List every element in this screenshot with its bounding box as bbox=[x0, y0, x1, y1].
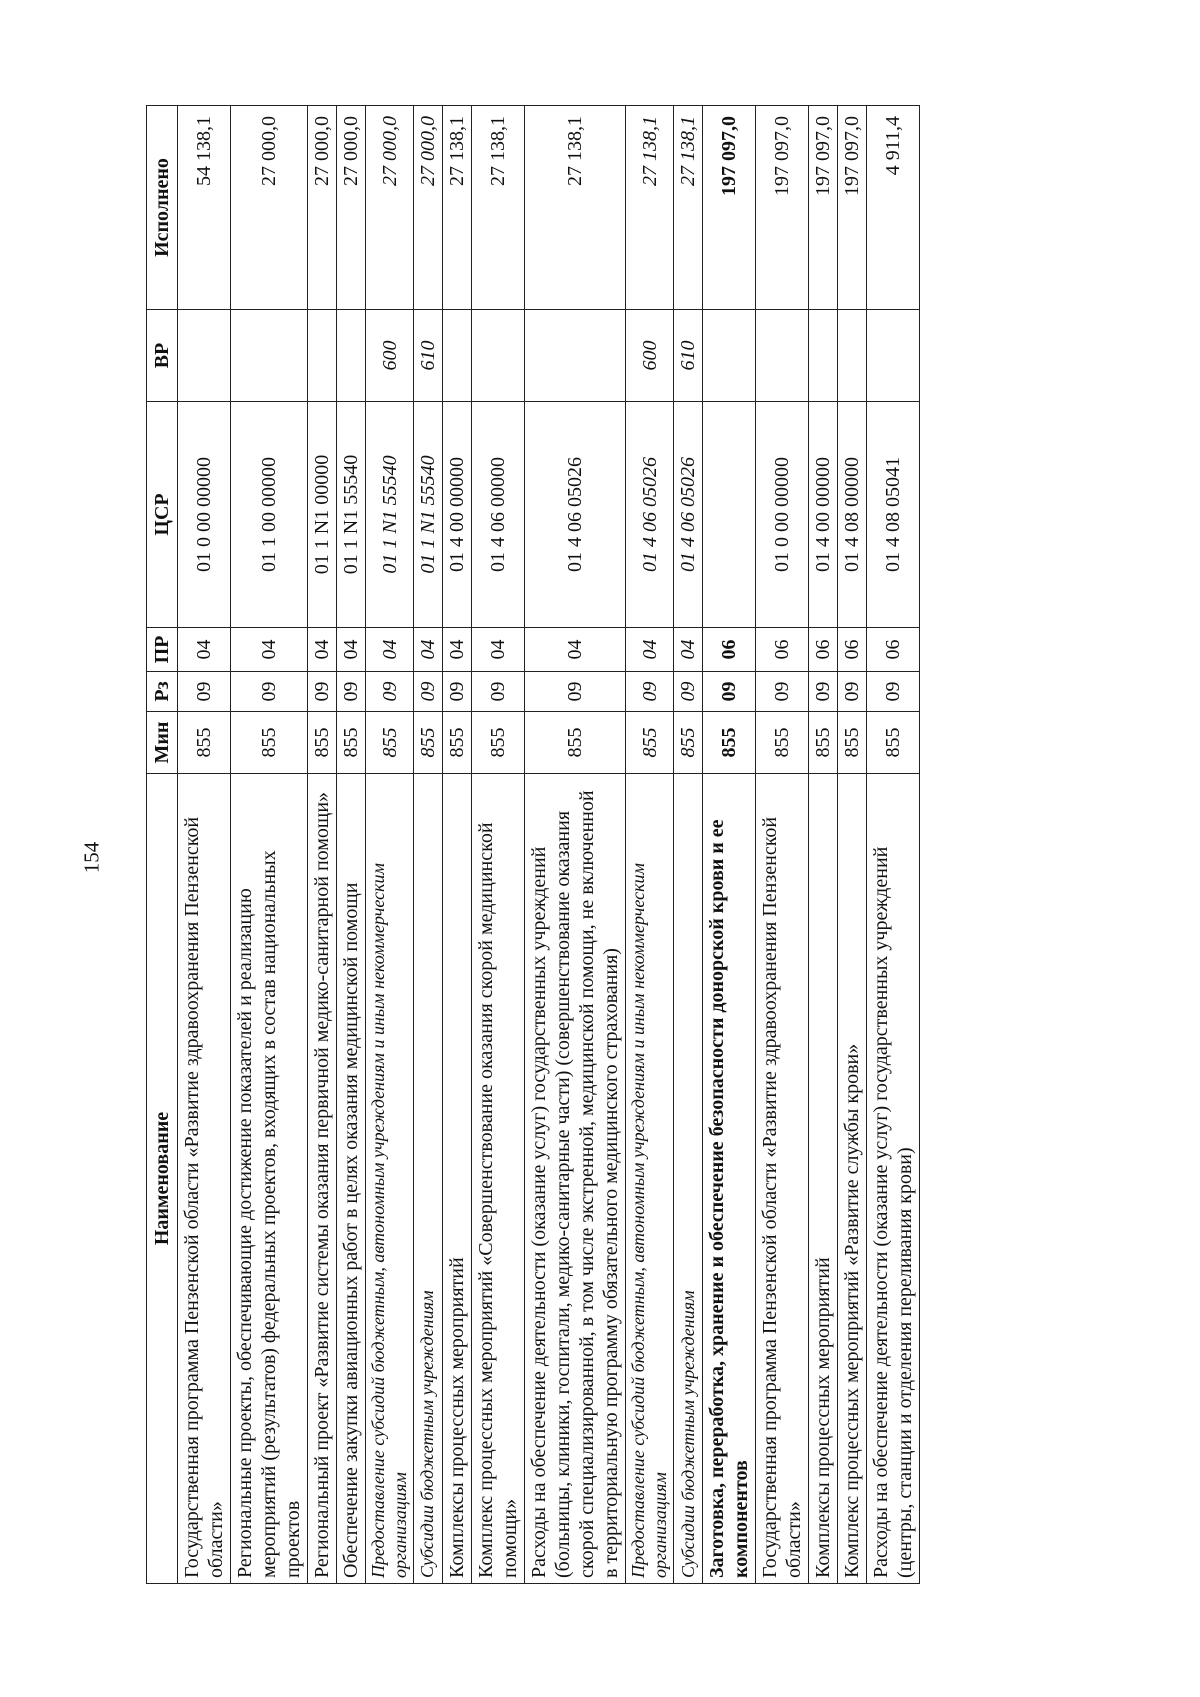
cell-rz: 09 bbox=[867, 672, 920, 712]
cell-name: Комплекс процессных мероприятий «Совершенствование оказания скорой медицинской помощи» bbox=[472, 774, 525, 1584]
table-header-row bbox=[147, 106, 178, 1584]
cell-csr: 01 4 06 05026 bbox=[626, 402, 674, 628]
cell-vr: 610 bbox=[414, 310, 443, 402]
cell-done: 27 000,0 bbox=[308, 106, 337, 310]
cell-rz: 09 bbox=[525, 672, 626, 712]
cell-done: 197 097,0 bbox=[703, 106, 756, 310]
cell-rz: 09 bbox=[366, 672, 414, 712]
cell-csr: 01 1 00 00000 bbox=[231, 402, 308, 628]
table-row bbox=[366, 106, 414, 1584]
cell-pr: 04 bbox=[414, 628, 443, 672]
cell-pr: 04 bbox=[231, 628, 308, 672]
cell-csr: 01 4 00 00000 bbox=[809, 402, 838, 628]
cell-rz: 09 bbox=[178, 672, 231, 712]
cell-done: 4 911,4 bbox=[867, 106, 920, 310]
cell-vr bbox=[443, 310, 472, 402]
header-min: Мин bbox=[147, 712, 178, 774]
cell-name: Предоставление субсидий бюджетным, автономным учреждениям и иным некоммерческим организациям bbox=[626, 774, 674, 1584]
table-row bbox=[308, 106, 337, 1584]
cell-csr: 01 4 06 00000 bbox=[472, 402, 525, 628]
cell-pr: 04 bbox=[472, 628, 525, 672]
table-row bbox=[178, 106, 231, 1584]
cell-done: 27 000,0 bbox=[366, 106, 414, 310]
cell-min: 855 bbox=[414, 712, 443, 774]
table-row bbox=[756, 106, 809, 1584]
table-row bbox=[626, 106, 674, 1584]
cell-csr: 01 4 06 05026 bbox=[674, 402, 703, 628]
cell-rz: 09 bbox=[809, 672, 838, 712]
cell-min: 855 bbox=[867, 712, 920, 774]
cell-vr bbox=[308, 310, 337, 402]
header-csr: ЦСР bbox=[147, 402, 178, 628]
cell-name: Субсидии бюджетным учреждениям bbox=[414, 774, 443, 1584]
cell-vr bbox=[838, 310, 867, 402]
table-row bbox=[337, 106, 366, 1584]
cell-rz: 09 bbox=[443, 672, 472, 712]
cell-name: Расходы на обеспечение деятельности (оказание услуг) государственных учреждений (центры, станции и отделения переливания крови) bbox=[867, 774, 920, 1584]
cell-csr: 01 1 N1 55540 bbox=[414, 402, 443, 628]
cell-pr: 06 bbox=[867, 628, 920, 672]
cell-min: 855 bbox=[337, 712, 366, 774]
cell-min: 855 bbox=[525, 712, 626, 774]
cell-min: 855 bbox=[366, 712, 414, 774]
cell-min: 855 bbox=[231, 712, 308, 774]
header-rz: Рз bbox=[147, 672, 178, 712]
cell-done: 27 138,1 bbox=[525, 106, 626, 310]
cell-min: 855 bbox=[472, 712, 525, 774]
cell-min: 855 bbox=[626, 712, 674, 774]
header-pr: ПР bbox=[147, 628, 178, 672]
cell-min: 855 bbox=[674, 712, 703, 774]
cell-csr: 01 1 N1 55540 bbox=[337, 402, 366, 628]
cell-name: Субсидии бюджетным учреждениям bbox=[674, 774, 703, 1584]
budget-table bbox=[146, 105, 920, 1584]
cell-done: 27 000,0 bbox=[337, 106, 366, 310]
cell-rz: 09 bbox=[231, 672, 308, 712]
cell-rz: 09 bbox=[838, 672, 867, 712]
table-row bbox=[867, 106, 920, 1584]
cell-vr bbox=[525, 310, 626, 402]
cell-csr: 01 4 08 00000 bbox=[838, 402, 867, 628]
cell-vr bbox=[231, 310, 308, 402]
cell-csr: 01 1 N1 00000 bbox=[308, 402, 337, 628]
cell-min: 855 bbox=[308, 712, 337, 774]
cell-rz: 09 bbox=[337, 672, 366, 712]
cell-min: 855 bbox=[178, 712, 231, 774]
cell-pr: 06 bbox=[756, 628, 809, 672]
cell-name: Государственная программа Пензенской области «Развитие здравоохранения Пензенской области» bbox=[178, 774, 231, 1584]
cell-vr bbox=[867, 310, 920, 402]
cell-pr: 04 bbox=[308, 628, 337, 672]
cell-name: Региональный проект «Развитие системы оказания первичной медико-санитарной помощи» bbox=[308, 774, 337, 1584]
cell-pr: 04 bbox=[443, 628, 472, 672]
cell-done: 27 000,0 bbox=[231, 106, 308, 310]
cell-done: 27 138,1 bbox=[443, 106, 472, 310]
cell-vr bbox=[472, 310, 525, 402]
cell-csr: 01 4 06 05026 bbox=[525, 402, 626, 628]
cell-rz: 09 bbox=[472, 672, 525, 712]
cell-min: 855 bbox=[756, 712, 809, 774]
header-vr: ВР bbox=[147, 310, 178, 402]
cell-done: 27 138,1 bbox=[626, 106, 674, 310]
cell-name: Комплексы процессных мероприятий bbox=[443, 774, 472, 1584]
cell-pr: 04 bbox=[626, 628, 674, 672]
cell-name: Расходы на обеспечение деятельности (оказание услуг) государственных учреждений (больницы, клиники, госпитали, медико-санитарные части) (совершенствование оказания скорой специализированной, в том числе экстренной, медицинской помощи, не включенной в территориальную программу обязательного медицинского страхования) bbox=[525, 774, 626, 1584]
cell-rz: 09 bbox=[756, 672, 809, 712]
cell-done: 27 138,1 bbox=[472, 106, 525, 310]
cell-vr: 610 bbox=[674, 310, 703, 402]
cell-name: Региональные проекты, обеспечивающие достижение показателей и реализацию мероприятий (результатов) федеральных проектов, входящих в состав национальных проектов bbox=[231, 774, 308, 1584]
table-row bbox=[525, 106, 626, 1584]
table-row bbox=[809, 106, 838, 1584]
cell-pr: 04 bbox=[366, 628, 414, 672]
cell-pr: 06 bbox=[838, 628, 867, 672]
cell-vr bbox=[703, 310, 756, 402]
table-row bbox=[838, 106, 867, 1584]
cell-done: 27 000,0 bbox=[414, 106, 443, 310]
table-row bbox=[674, 106, 703, 1584]
cell-done: 54 138,1 bbox=[178, 106, 231, 310]
table-row bbox=[443, 106, 472, 1584]
table-row bbox=[414, 106, 443, 1584]
table-row bbox=[472, 106, 525, 1584]
table-row bbox=[231, 106, 308, 1584]
cell-min: 855 bbox=[443, 712, 472, 774]
cell-csr: 01 4 08 05041 bbox=[867, 402, 920, 628]
header-name: Наименование bbox=[147, 774, 178, 1584]
rotated-page-content bbox=[146, 106, 1046, 1584]
cell-name: Обеспечение закупки авиационных работ в целях оказания медицинской помощи bbox=[337, 774, 366, 1584]
cell-pr: 04 bbox=[337, 628, 366, 672]
cell-vr bbox=[809, 310, 838, 402]
cell-csr: 01 1 N1 55540 bbox=[366, 402, 414, 628]
cell-done: 197 097,0 bbox=[838, 106, 867, 310]
cell-vr bbox=[178, 310, 231, 402]
cell-pr: 04 bbox=[674, 628, 703, 672]
cell-pr: 06 bbox=[809, 628, 838, 672]
cell-rz: 09 bbox=[703, 672, 756, 712]
cell-name: Заготовка, переработка, хранение и обеспечение безопасности донорской крови и ее компонентов bbox=[703, 774, 756, 1584]
cell-csr: 01 0 00 00000 bbox=[756, 402, 809, 628]
cell-csr bbox=[703, 402, 756, 628]
cell-name: Комплексы процессных мероприятий bbox=[809, 774, 838, 1584]
cell-csr: 01 0 00 00000 bbox=[178, 402, 231, 628]
cell-rz: 09 bbox=[414, 672, 443, 712]
cell-vr: 600 bbox=[626, 310, 674, 402]
cell-min: 855 bbox=[838, 712, 867, 774]
cell-rz: 09 bbox=[626, 672, 674, 712]
cell-name: Предоставление субсидий бюджетным, автономным учреждениям и иным некоммерческим организациям bbox=[366, 774, 414, 1584]
cell-rz: 09 bbox=[674, 672, 703, 712]
cell-min: 855 bbox=[703, 712, 756, 774]
cell-done: 27 138,1 bbox=[674, 106, 703, 310]
cell-done: 197 097,0 bbox=[809, 106, 838, 310]
table-row bbox=[703, 106, 756, 1584]
cell-min: 855 bbox=[809, 712, 838, 774]
cell-name: Комплекс процессных мероприятий «Развитие службы крови» bbox=[838, 774, 867, 1584]
cell-pr: 04 bbox=[525, 628, 626, 672]
cell-vr bbox=[337, 310, 366, 402]
cell-pr: 04 bbox=[178, 628, 231, 672]
cell-vr: 600 bbox=[366, 310, 414, 402]
cell-csr: 01 4 00 00000 bbox=[443, 402, 472, 628]
page-number: 154 bbox=[79, 841, 104, 874]
cell-vr bbox=[756, 310, 809, 402]
cell-pr: 06 bbox=[703, 628, 756, 672]
cell-rz: 09 bbox=[308, 672, 337, 712]
cell-done: 197 097,0 bbox=[756, 106, 809, 310]
header-done: Исполнено bbox=[147, 106, 178, 310]
cell-name: Государственная программа Пензенской области «Развитие здравоохранения Пензенской области» bbox=[756, 774, 809, 1584]
